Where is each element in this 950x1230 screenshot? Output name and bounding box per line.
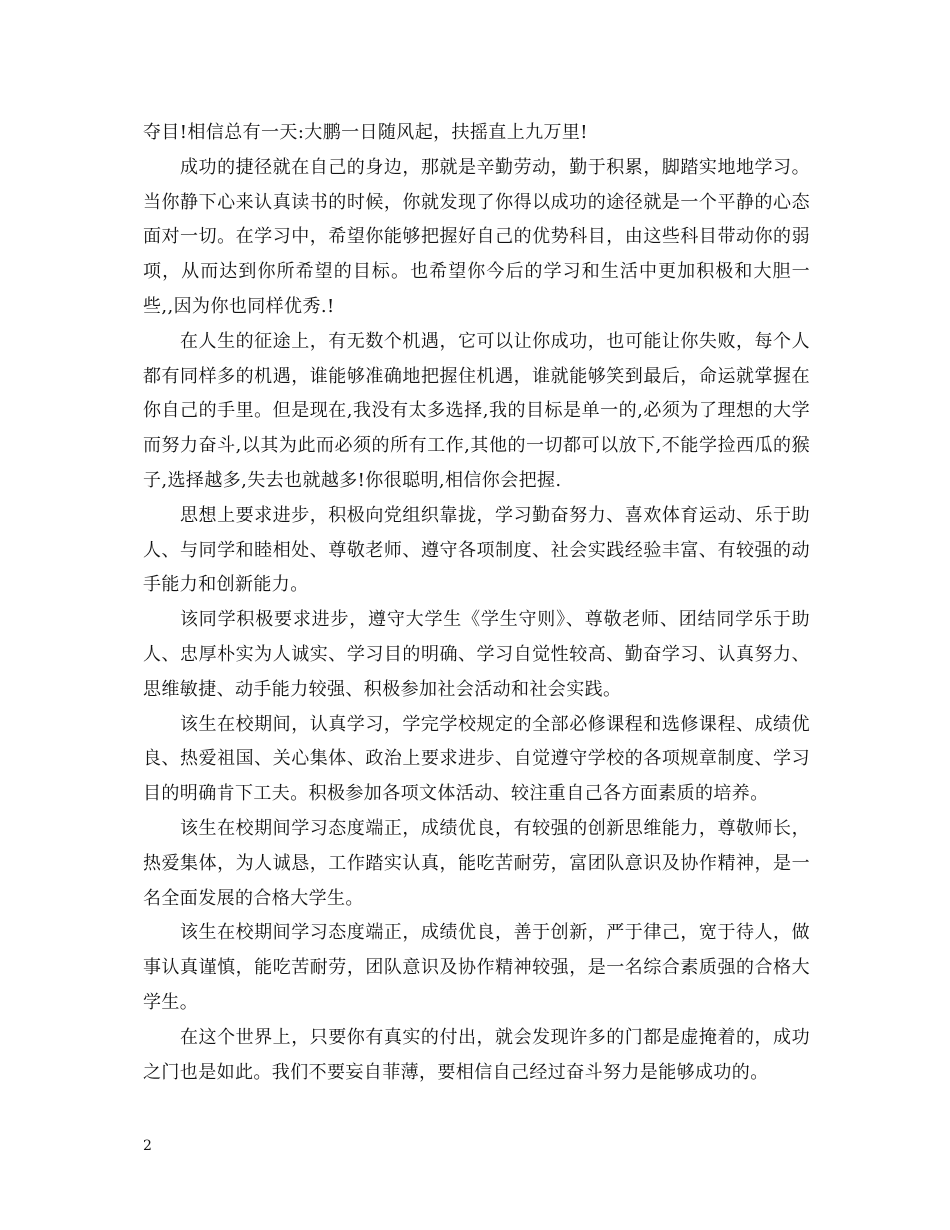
paragraph-3: 在人生的征途上，有无数个机遇，它可以让你成功，也可能让你失败，每个人都有同样多的机遇，谁能够准确地把握住机遇，谁就能够笑到最后，命运就掌握在你自己的手里。但是现在,我没有太多选择,我的目标是单一的,必须为了理想的大学而努力奋斗,以其为此而必须的所有工作,其他的一切都可以放下,不能学捡西瓜的猴子,选择越多,失去也就越多!你很聪明,相信你会把握. [143,330,810,491]
paragraph-1: 夺目!相信总有一天:大鹏一日随风起，扶摇直上九万里! [143,122,588,143]
paragraph-7: 该生在校期间学习态度端正，成绩优良，有较强的创新思维能力，尊敬师长，热爱集体，为人诚恳，工作踏实认真，能吃苦耐劳，富团队意识及协作精神，是一名全面发展的合格大学生。 [143,817,810,909]
document-body [143,116,810,1090]
paragraph-9: 在这个世界上，只要你有真实的付出，就会发现许多的门都是虚掩着的，成功之门也是如此。我们不要妄自菲薄，要相信自己经过奋斗努力是能够成功的。 [143,1026,810,1083]
page-number: 2 [143,1138,152,1154]
paragraph-4: 思想上要求进步，积极向党组织靠拢，学习勤奋努力、喜欢体育运动、乐于助人、与同学和睦相处、尊敬老师、遵守各项制度、社会实践经验丰富、有较强的动手能力和创新能力。 [143,504,810,596]
paragraph-2: 成功的捷径就在自己的身边，那就是辛勤劳动，勤于积累，脚踏实地地学习。当你静下心来认真读书的时候，你就发现了你得以成功的途径就是一个平静的心态面对一切。在学习中，希望你能够把握好自己的优势科目，由这些科目带动你的弱项，从而达到你所希望的目标。也希望你今后的学习和生活中更加积极和大胆一些,,因为你也同样优秀.! [143,156,810,317]
paragraph-8: 该生在校期间学习态度端正，成绩优良，善于创新，严于律己，宽于待人，做事认真谨慎，能吃苦耐劳，团队意识及协作精神较强，是一名综合素质强的合格大学生。 [143,922,810,1013]
paragraph-6: 该生在校期间，认真学习，学完学校规定的全部必修课程和选修课程、成绩优良、热爱祖国、关心集体、政治上要求进步、自觉遵守学校的各项规章制度、学习目的明确肯下工夫。积极参加各项文体活动、较注重自己各方面素质的培养。 [143,713,810,805]
paragraph-5: 该同学积极要求进步，遵守大学生《学生守则》、尊敬老师、团结同学乐于助人、忠厚朴实为人诚实、学习目的明确、学习自觉性较高、勤奋学习、认真努力、思维敏捷、动手能力较强、积极参加社会活动和社会实践。 [143,609,810,700]
